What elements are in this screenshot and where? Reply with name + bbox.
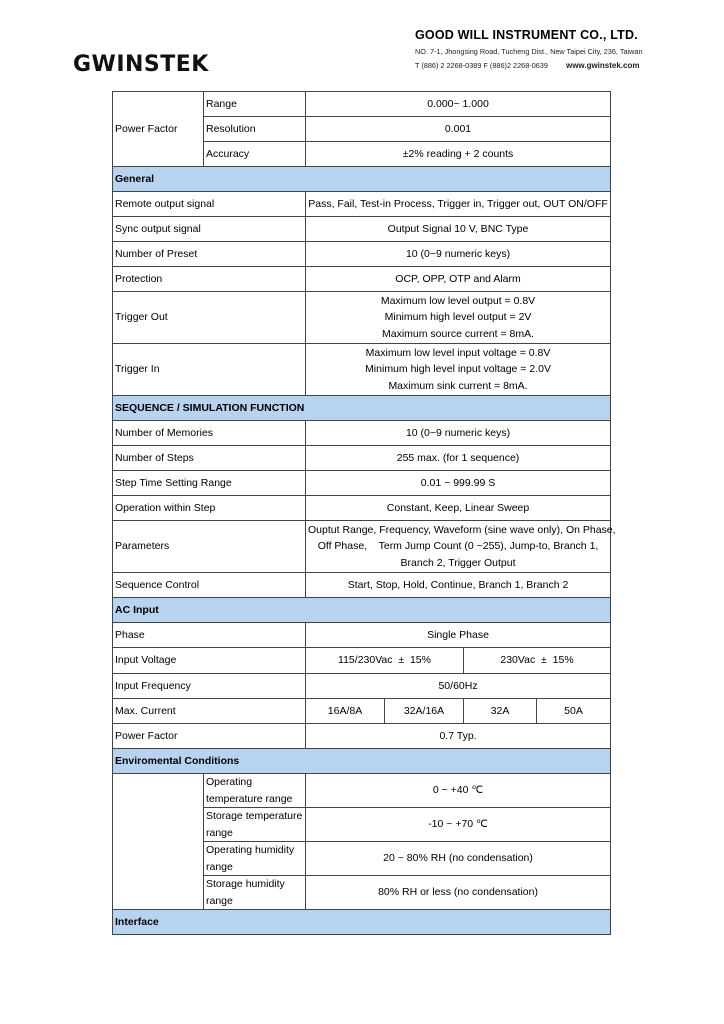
- spec-value: 230Vac ± 15%: [464, 648, 611, 674]
- spec-name: Parameters: [113, 521, 306, 573]
- spec-value: 10 (0~9 numeric keys): [306, 242, 611, 267]
- spec-name: Operating temperature range: [204, 774, 306, 808]
- table-row: [113, 699, 611, 724]
- spec-value: 20 ~ 80% RH (no condensation): [306, 842, 611, 876]
- table-row: [113, 774, 611, 808]
- spec-value: 0.7 Typ.: [306, 724, 611, 749]
- logo-text: GWINSTEK: [73, 51, 209, 77]
- spec-name: Input Frequency: [113, 674, 306, 699]
- spec-value: [306, 292, 611, 344]
- phone-fax: T (886) 2 2268-0389 F (886)2 2268-0639: [415, 61, 548, 70]
- spec-line: Maximum low level output = 0.8V: [380, 294, 536, 307]
- section-header-row: [113, 910, 611, 935]
- spec-value: 32A/16A: [385, 699, 464, 724]
- spec-value: Output Signal 10 V, BNC Type: [306, 217, 611, 242]
- company-contact: [415, 61, 715, 70]
- spec-line: Maximum source current = 8mA.: [382, 327, 535, 340]
- table-row: [113, 92, 611, 117]
- spec-name: Accuracy: [204, 142, 306, 167]
- spec-line: Maximum low level input voltage = 0.8V: [365, 346, 551, 359]
- spec-value: 50A: [537, 699, 611, 724]
- section-header-row: [113, 598, 611, 623]
- spec-name: Max. Current: [113, 699, 306, 724]
- table-row: [113, 421, 611, 446]
- table-row: [113, 471, 611, 496]
- spec-value: 0.01 ~ 999.99 S: [306, 471, 611, 496]
- section-header-row: [113, 749, 611, 774]
- spec-value: -10 ~ +70 ℃: [306, 808, 611, 842]
- spec-value: 0.000~ 1.000: [306, 92, 611, 117]
- company-name: GOOD WILL INSTRUMENT CO., LTD.: [415, 28, 638, 42]
- spec-value: 0.001: [306, 117, 611, 142]
- spec-value: Pass, Fail, Test-in Process, Trigger in, Trigger out, OUT ON/OFF: [306, 192, 611, 217]
- spec-value: Single Phase: [306, 623, 611, 648]
- spec-name: Resolution: [204, 117, 306, 142]
- spec-name: Number of Steps: [113, 446, 306, 471]
- spec-name: Number of Memories: [113, 421, 306, 446]
- table-row: [113, 344, 611, 396]
- spec-value: [306, 521, 616, 573]
- spec-line: Off Phase, Term Jump Count (0 ~255), Jump-to, Branch 1,: [317, 540, 599, 553]
- section-title-interface: Interface: [113, 910, 611, 935]
- spec-name: Number of Preset: [113, 242, 306, 267]
- spec-name: Phase: [113, 623, 306, 648]
- spec-value: 0 ~ +40 ℃: [306, 774, 611, 808]
- company-address: NO. 7-1, Jhongsing Road, Tucheng Dist., New Taipei City, 236, Taiwan: [415, 47, 643, 56]
- power-factor-label: Power Factor: [113, 92, 204, 167]
- spec-value: 16A/8A: [306, 699, 385, 724]
- spec-value: 115/230Vac ± 15%: [306, 648, 464, 674]
- spec-name: Power Factor: [113, 724, 306, 749]
- section-header-row: [113, 167, 611, 192]
- spec-name: Range: [204, 92, 306, 117]
- spec-name: Step Time Setting Range: [113, 471, 306, 496]
- spec-value: Start, Stop, Hold, Continue, Branch 1, Branch 2: [306, 573, 611, 598]
- table-row: [113, 521, 611, 573]
- company-logo: [73, 50, 209, 78]
- table-row: [113, 446, 611, 471]
- table-row: [113, 573, 611, 598]
- table-row: [113, 242, 611, 267]
- environment-blank-cell: [113, 774, 204, 910]
- table-row: [113, 192, 611, 217]
- spec-name: Storage humidity range: [204, 876, 306, 910]
- section-title-ac-input: AC Input: [113, 598, 611, 623]
- spec-line: Branch 2, Trigger Output: [400, 556, 516, 569]
- table-row: [113, 623, 611, 648]
- spec-value: 32A: [464, 699, 537, 724]
- spec-value: OCP, OPP, OTP and Alarm: [306, 267, 611, 292]
- spec-name: Operation within Step: [113, 496, 306, 521]
- table-row: [113, 674, 611, 699]
- spec-name: Input Voltage: [113, 648, 306, 674]
- spec-name: Remote output signal: [113, 192, 306, 217]
- section-title-general: General: [113, 167, 611, 192]
- spec-line: Maximum sink current = 8mA.: [388, 379, 528, 392]
- section-header-row: [113, 396, 611, 421]
- spec-value: [306, 344, 611, 396]
- spec-name: Sequence Control: [113, 573, 306, 598]
- spec-name: Protection: [113, 267, 306, 292]
- spec-value: 255 max. (for 1 sequence): [306, 446, 611, 471]
- spec-line: Ouptut Range, Frequency, Waveform (sine wave only), On Phase,: [308, 523, 616, 536]
- table-row: [113, 496, 611, 521]
- table-row: [113, 292, 611, 344]
- spec-value: 10 (0~9 numeric keys): [306, 421, 611, 446]
- spec-line: Minimum high level input voltage = 2.0V: [365, 363, 551, 376]
- spec-name: Storage temperature range: [204, 808, 306, 842]
- spec-table: [112, 91, 616, 935]
- table-row: [113, 267, 611, 292]
- spec-name: Trigger Out: [113, 292, 306, 344]
- spec-name: Operating humidity range: [204, 842, 306, 876]
- spec-line: Minimum high level output = 2V: [384, 311, 532, 324]
- website-link[interactable]: www.gwinstek.com: [565, 61, 640, 70]
- spec-name: Trigger In: [113, 344, 306, 396]
- table-row: [113, 217, 611, 242]
- section-title-sequence: SEQUENCE / SIMULATION FUNCTION: [113, 396, 611, 421]
- table-row: [113, 724, 611, 749]
- company-header: [415, 28, 715, 70]
- section-title-environment: Enviromental Conditions: [113, 749, 611, 774]
- spec-value: 50/60Hz: [306, 674, 611, 699]
- spec-value: Constant, Keep, Linear Sweep: [306, 496, 611, 521]
- table-row: [113, 648, 611, 674]
- spec-name: Sync output signal: [113, 217, 306, 242]
- spec-value: 80% RH or less (no condensation): [306, 876, 611, 910]
- spec-value: ±2% reading + 2 counts: [306, 142, 611, 167]
